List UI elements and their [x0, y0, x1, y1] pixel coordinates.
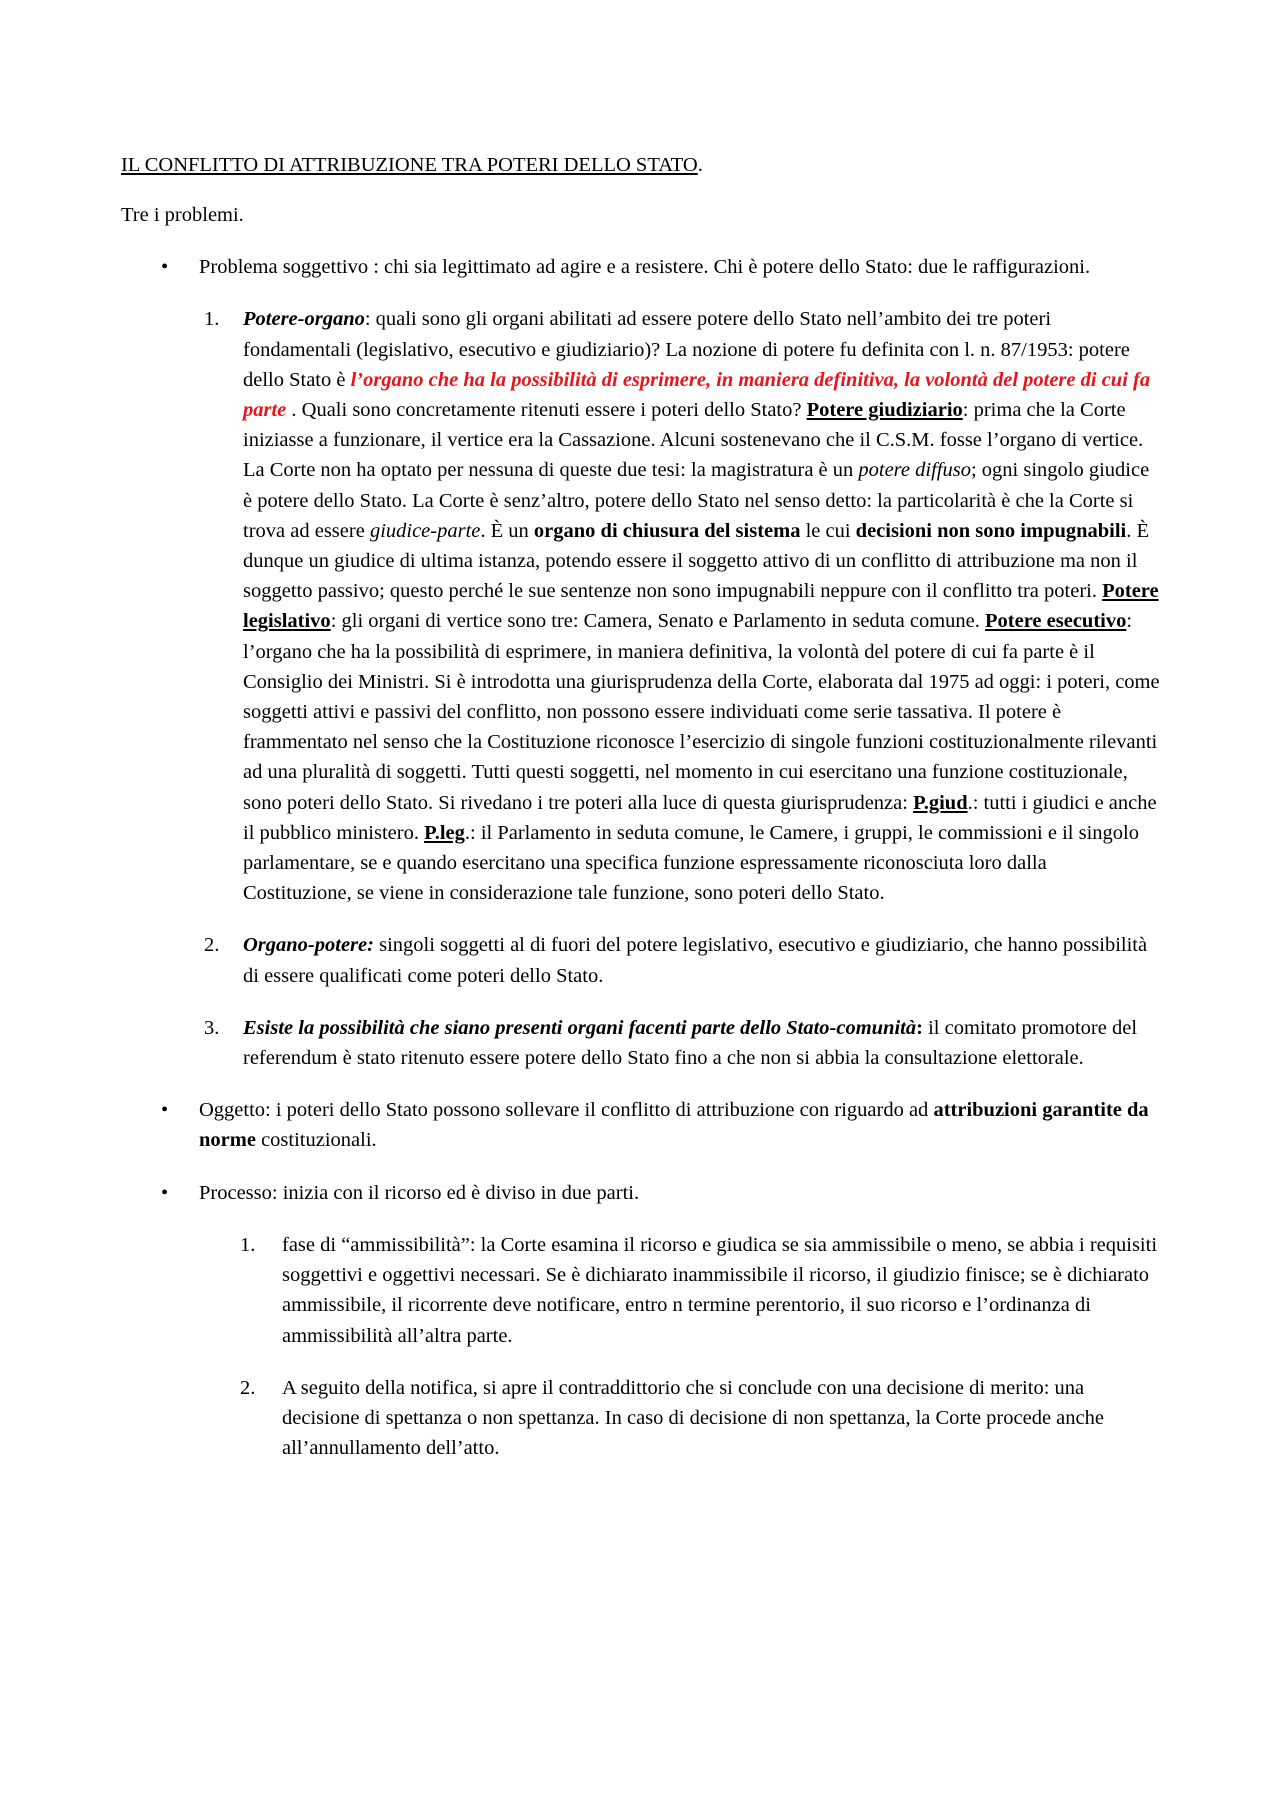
bullet-problema-soggettivo [121, 252, 1160, 1073]
list-item-stato-comunita [199, 1013, 1160, 1073]
term-potere-diffuso: potere diffuso [858, 459, 971, 482]
text-run: : gli organi di vertice sono tre: Camera, Senato e Parlamento in seduta comune. [330, 610, 985, 633]
term-potere-esecutivo: Potere esecutivo [985, 610, 1127, 633]
soggettivo-numbered-list [199, 304, 1160, 1073]
text-run: singoli soggetti al di fuori del potere legislativo, esecutivo e giudiziario, che hanno possibilità di essere qualificati come poteri dello Stato. [243, 934, 1148, 987]
term-p-giud: P.giud [913, 791, 968, 814]
list-item-body: fase di “ammissibilità”: la Corte esamina il ricorso e giudica se sia ammissibile o meno, se abbia i requisiti soggettivi e oggettivi necessari. Se è dichiarato inammissibile il ricorso, il giudizio finisce; se è dichiarato ammissibile, il ricorrente deve notificare, entro n termine perentorio, il suo ricorso e l’ordinanza di ammissibilità all’altra parte. [282, 1233, 1158, 1347]
list-item-contraddittorio [199, 1373, 1160, 1464]
term-p-leg: P.leg [424, 821, 465, 844]
text-run: ; ogni singolo giudice è potere dello Stato. La Corte è senz’altro, potere dello Stato nel senso detto: la particolarità è che la Corte si trova ad essere [243, 459, 1150, 542]
text-run: . È un [480, 519, 534, 542]
list-number: 1. [240, 1233, 256, 1256]
term-potere-legislativo: Potere legislativo [243, 580, 1159, 633]
main-bullet-list [121, 252, 1160, 1463]
text-run: .: il Parlamento in seduta comune, le Camere, i gruppi, le commissioni e il singolo parlamentare, se e quando esercitano una specifica funzione espressamente riconosciuta loro dalla Costituzione, se viene in considerazione tale funzione, sono poteri dello Stato. [243, 821, 1139, 905]
term-organo-chiusura: organo di chiusura del sistema [533, 519, 801, 542]
term-colon: : [916, 1016, 923, 1039]
term-potere-giudiziario: Potere giudiziario [806, 399, 963, 422]
term-decisioni-non-impugnabili: decisioni non sono impugnabili [855, 519, 1127, 542]
term-organo-potere: Organo-potere: [243, 934, 374, 957]
text-run: .: tutti i giudici e anche il pubblico ministero. [243, 791, 1157, 844]
bullet-processo [121, 1178, 1160, 1464]
bullet-oggetto [121, 1095, 1160, 1155]
bullet-text: Problema soggettivo : chi sia legittimato ad agire e a resistere. Chi è potere dello Stato: due le raffigurazioni. [199, 256, 1091, 279]
text-run: il comitato promotore del referendum è stato ritenuto essere potere dello Stato fino a che non si abbia la consultazione elettorale. [243, 1016, 1138, 1070]
text-run: : l’organo che ha la possibilità di esprimere, in maniera definitiva, la volontà del potere di cui fa parte è il Consiglio dei Ministri. Si è introdotta una giurisprudenza della Corte, elaborata dal 1975 ad oggi: i poteri, come soggetti attivi e passivi del conflitto, non possono essere individuati come serie tassativa. Il potere è frammentato nel senso che la Costituzione riconosce l’esercizio di singole funzioni costituzionalmente rilevanti ad una pluralità di soggetti. Tutti questi soggetti, nel momento in cui esercitano una funzione costituzionale, sono poteri dello Stato. Si rivedano i tre poteri alla luce di questa giurisprudenza: [243, 610, 1160, 814]
term-giudice-parte: giudice-parte [369, 519, 481, 542]
list-item-body [243, 930, 1160, 990]
list-item-body [243, 1013, 1160, 1073]
text-run: le cui [800, 519, 856, 542]
text-run: costituzionali. [255, 1129, 377, 1152]
document-title [121, 150, 1160, 180]
bullet-icon: • [161, 1099, 169, 1122]
title-text: IL CONFLITTO DI ATTRIBUZIONE TRA POTERI DELLO STATO [121, 154, 698, 176]
bullet-icon: • [161, 1181, 169, 1204]
list-number: 1. [204, 308, 220, 331]
term-potere-organo: Potere-organo [243, 308, 365, 331]
intro-paragraph: Tre i problemi. [121, 204, 244, 226]
list-item-body [243, 304, 1160, 908]
processo-numbered-list [199, 1230, 1160, 1463]
text-run: : quali sono gli organi abilitati ad essere potere dello Stato nell’ambito dei tre poteri fondamentali (legislativo, esecutivo e giudiziario)? La nozione di potere fu definita con l. n. 87/1953: potere dello Stato è [243, 308, 1130, 391]
text-run: : prima che la Corte iniziasse a funzionare, il vertice era la Cassazione. Alcuni sostenevano che il C.S.M. fosse l’organo di vertice. La Corte non ha optato per nessuna di queste due tesi: la magistratura è un [243, 399, 1144, 482]
term-attribuzioni-garantite: attribuzioni garantite da norme [199, 1099, 1149, 1152]
term-stato-comunita: Esiste la possibilità che siano presenti organi facenti parte dello Stato-comunità [243, 1016, 917, 1039]
list-item-organo-potere [199, 930, 1160, 990]
text-run: . Quali sono concretamente ritenuti essere i poteri dello Stato? [286, 399, 807, 422]
title-period: . [697, 154, 703, 176]
list-item-potere-organo [199, 304, 1160, 908]
list-number: 2. [204, 934, 220, 957]
text-run: Oggetto: i poteri dello Stato possono sollevare il conflitto di attribuzione con riguardo ad [199, 1099, 934, 1122]
text-run: . È dunque un giudice di ultima istanza, potendo essere il soggetto attivo di un conflitto di attribuzione ma non il soggetto passivo; questo perché le sue sentenze non sono impugnabili neppure con il conflitto tra poteri. [243, 519, 1150, 603]
list-item-body: A seguito della notifica, si apre il contraddittorio che si conclude con una decisione di merito: una decisione di spettanza o non spettanza. In caso di decisione di non spettanza, la Corte procede anche all’annullamento dell’atto. [282, 1376, 1104, 1460]
bullet-text: Processo: inizia con il ricorso ed è diviso in due parti. [199, 1181, 640, 1204]
bullet-text [199, 1095, 1160, 1155]
definition-highlight: l’organo che ha la possibilità di esprimere, in maniera definitiva, la volontà del potere di cui fa parte [243, 368, 1151, 422]
list-number: 2. [240, 1376, 256, 1399]
list-number: 3. [204, 1016, 220, 1039]
list-item-ammissibilita [199, 1230, 1160, 1351]
bullet-icon: • [161, 256, 169, 279]
